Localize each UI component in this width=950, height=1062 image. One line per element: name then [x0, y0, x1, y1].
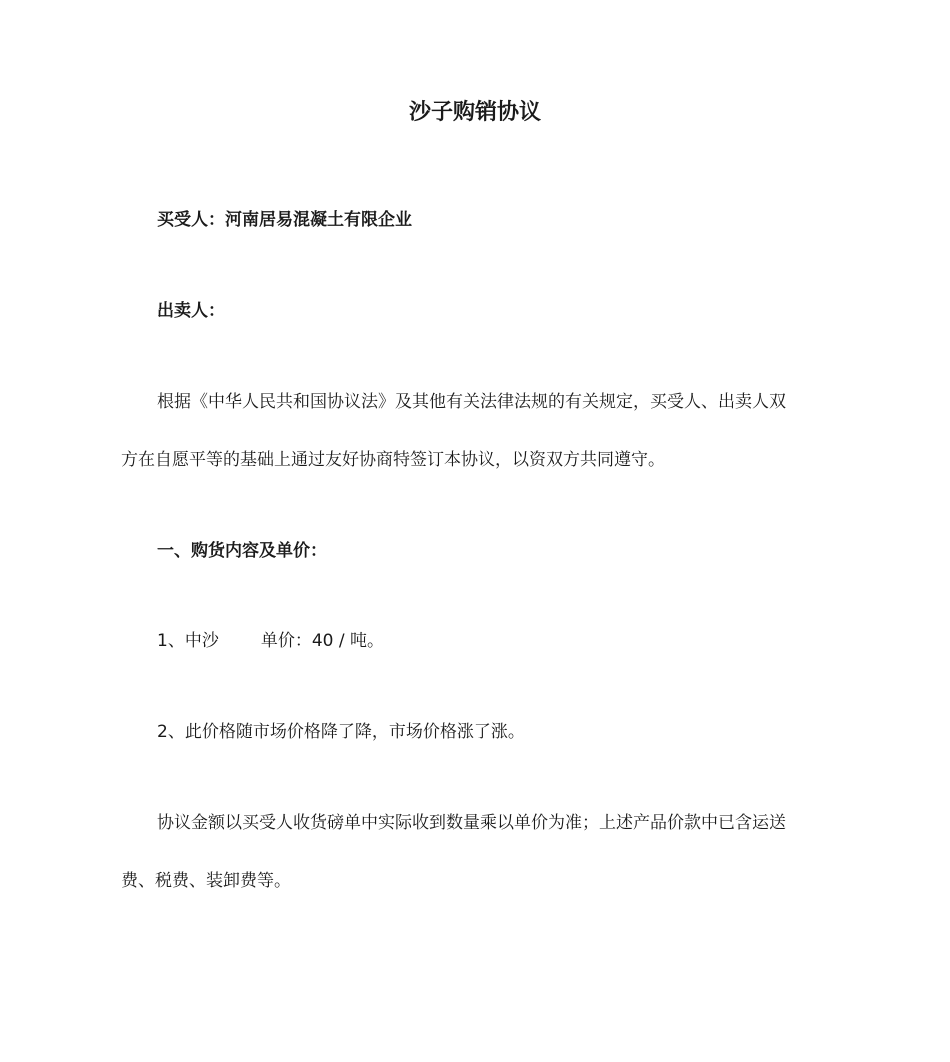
intro-paragraph-line-2: 方在自愿平等的基础上通过友好协商特签订本协议，以资双方共同遵守。 [121, 450, 665, 470]
section-1-heading: 一、购货内容及单价： [157, 541, 327, 561]
amount-paragraph-line-2: 费、税费、装卸费等。 [121, 871, 291, 891]
item-2-line: 2、此价格随市场价格降了降，市场价格涨了涨。 [157, 722, 525, 742]
document-title: 沙子购销协议 [408, 100, 541, 125]
seller-line: 出卖人： [157, 301, 225, 321]
amount-paragraph-line-1: 协议金额以买受人收货磅单中实际收到数量乘以单价为准；上述产品价款中已含运送 [157, 813, 786, 833]
item-1-line [157, 628, 384, 654]
buyer-line: 买受人：河南居易混凝土有限企业 [157, 210, 412, 230]
intro-paragraph-line-1: 根据《中华人民共和国协议法》及其他有关法律法规的有关规定，买受人、出卖人双 [157, 392, 786, 412]
item-1-price: 单价：40 / 吨。 [260, 631, 384, 651]
item-1-name: 1、中沙 [157, 631, 219, 651]
